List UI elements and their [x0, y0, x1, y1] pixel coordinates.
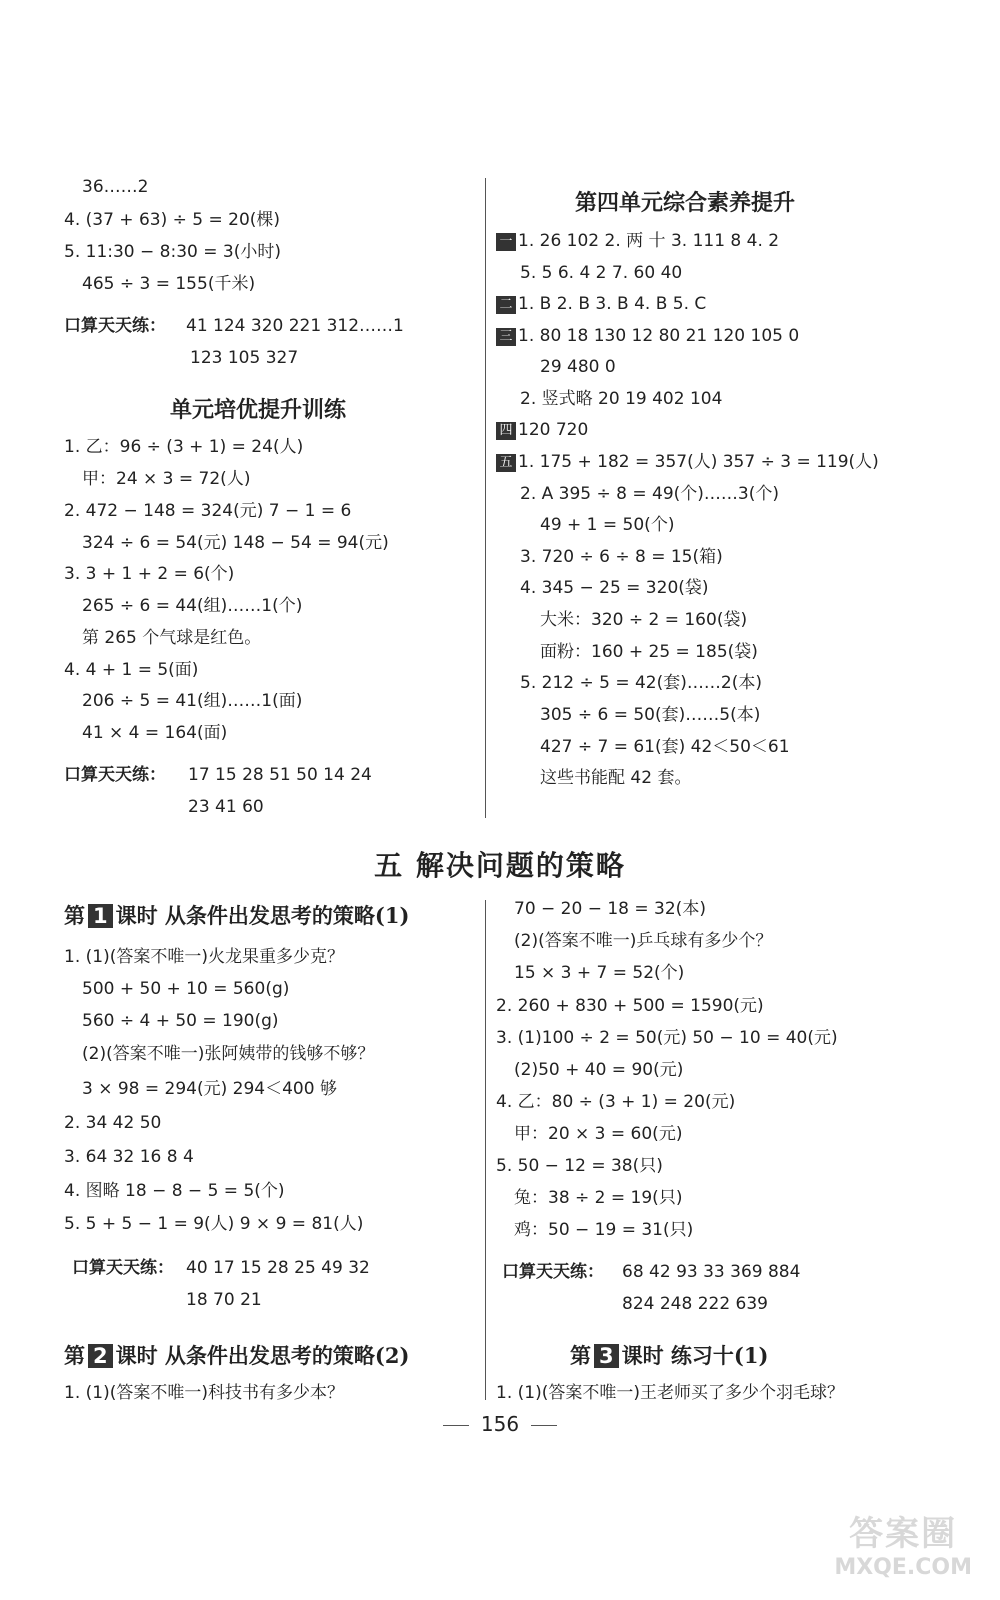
answer-line: 5. 11:30 − 8:30 = 3(小时) [64, 242, 281, 262]
roman-marker: 五 [496, 454, 516, 472]
kousuan-values: 824 248 222 639 [622, 1294, 769, 1314]
column-divider [485, 900, 486, 1400]
kousuan-values: 41 124 320 221 312……1 [186, 316, 404, 336]
kousuan-label: 口算天天练： [72, 1258, 174, 1278]
answer-line: 2. 34 42 50 [64, 1113, 162, 1133]
answer-line: 5. 50 − 12 = 38(只) [496, 1156, 663, 1176]
answer-line: 500 + 50 + 10 = 560(g) [82, 979, 290, 999]
answer-line: 3. 720 ÷ 6 ÷ 8 = 15(箱) [520, 547, 723, 567]
roman-marker: 四 [496, 422, 516, 440]
kousuan-label: 口算天天练： [64, 316, 166, 336]
kousuan-values: 123 105 327 [190, 348, 299, 368]
answer-line: 465 ÷ 3 = 155(千米) [82, 274, 256, 294]
answer-line: 鸡：50 − 19 = 31(只) [514, 1220, 694, 1240]
answer-line: 305 ÷ 6 = 50(套)……5(本) [540, 705, 761, 725]
answer-line: 大米：320 ÷ 2 = 160(袋) [540, 610, 748, 630]
answer-line: 41 × 4 = 164(面) [82, 723, 228, 743]
answer-line: 4. 4 + 1 = 5(面) [64, 660, 199, 680]
lesson-number-badge: 1 [88, 904, 113, 928]
answer-line: 2. 260 + 830 + 500 = 1590(元) [496, 996, 764, 1016]
footer-dash [531, 1425, 557, 1426]
section-heading: 第四单元综合素养提升 [575, 190, 796, 216]
kousuan-values: 40 17 15 28 25 49 32 [186, 1258, 370, 1278]
answer-line: 3. 64 32 16 8 4 [64, 1147, 194, 1167]
answer-line: (2)(答案不唯一)乒乓球有多少个？ [514, 931, 773, 951]
answer-line: 第 265 个气球是红色。 [82, 628, 262, 648]
kousuan-values: 17 15 28 51 50 14 24 [188, 765, 372, 785]
answer-line: 甲：20 × 3 = 60(元) [514, 1124, 683, 1144]
answer-line: 4. 图略 18 − 8 − 5 = 5(个) [64, 1181, 285, 1201]
lesson-heading: 第 3 课时 练习十(1) [570, 1343, 769, 1368]
answer-line: 206 ÷ 5 = 41(组)……1(面) [82, 691, 303, 711]
answer-line: 这些书能配 42 套。 [540, 768, 692, 788]
roman-marker: 一 [496, 233, 516, 251]
lesson-heading: 第 1 课时 从条件出发思考的策略(1) [64, 903, 410, 928]
answer-line: 1. 乙：96 ÷ (3 + 1) = 24(人) [64, 437, 304, 457]
answer-line: 70 − 20 − 18 = 32(本) [514, 899, 706, 919]
kousuan-values: 23 41 60 [188, 797, 264, 817]
answer-line: 2. 竖式略 20 19 402 104 [520, 389, 723, 409]
answer-line: 3 × 98 = 294(元) 294＜400 够 [82, 1079, 337, 1099]
answer-line: 三 1. 80 18 130 12 80 21 120 105 0 [496, 325, 799, 347]
answer-line: 3. 3 + 1 + 2 = 6(个) [64, 564, 235, 584]
answer-line: 29 480 0 [540, 357, 616, 377]
answer-line: 一 1. 26 102 2. 两 十 3. 111 8 4. 2 [496, 230, 779, 252]
roman-marker: 二 [496, 296, 516, 314]
answer-line: 4. 345 − 25 = 320(袋) [520, 578, 709, 598]
answer-line: 560 ÷ 4 + 50 = 190(g) [82, 1011, 279, 1031]
answer-line: 49 + 1 = 50(个) [540, 515, 675, 535]
answer-line: 3. (1)100 ÷ 2 = 50(元) 50 − 10 = 40(元) [496, 1028, 838, 1048]
answer-line: (2)50 + 40 = 90(元) [514, 1060, 684, 1080]
answer-line: 427 ÷ 7 = 61(套) 42＜50＜61 [540, 737, 790, 757]
page-number: 156 [480, 1412, 520, 1436]
roman-marker: 三 [496, 328, 516, 346]
answer-line: 15 × 3 + 7 = 52(个) [514, 963, 685, 983]
section-heading: 单元培优提升训练 [170, 397, 347, 423]
answer-line: 甲：24 × 3 = 72(人) [82, 469, 251, 489]
watermark-logo: 答案圈 MXQE.COM [834, 1514, 972, 1580]
lesson-heading: 第 2 课时 从条件出发思考的策略(2) [64, 1343, 410, 1368]
answer-line: 2. 472 − 148 = 324(元) 7 − 1 = 6 [64, 501, 352, 521]
answer-line: 5. 212 ÷ 5 = 42(套)……2(本) [520, 673, 762, 693]
kousuan-label: 口算天天练： [502, 1262, 604, 1282]
answer-line: 五 1. 175 + 182 = 357(人) 357 ÷ 3 = 119(人) [496, 451, 879, 473]
answer-line: 265 ÷ 6 = 44(组)……1(个) [82, 596, 303, 616]
answer-line: 面粉：160 + 25 = 185(袋) [540, 642, 758, 662]
chapter-title: 五 解决问题的策略 [374, 849, 626, 882]
answer-line: 4. (37 + 63) ÷ 5 = 20(棵) [64, 210, 281, 230]
answer-line: 324 ÷ 6 = 54(元) 148 − 54 = 94(元) [82, 533, 389, 553]
kousuan-values: 18 70 21 [186, 1290, 262, 1310]
answer-line: 4. 乙：80 ÷ (3 + 1) = 20(元) [496, 1092, 736, 1112]
answer-line: 2. A 395 ÷ 8 = 49(个)……3(个) [520, 484, 780, 504]
answer-line: 兔：38 ÷ 2 = 19(只) [514, 1188, 683, 1208]
answer-line: 1. (1)(答案不唯一)科技书有多少本？ [64, 1383, 344, 1403]
answer-line: 5. 5 + 5 − 1 = 9(人) 9 × 9 = 81(人) [64, 1214, 364, 1234]
answer-line: 5. 5 6. 4 2 7. 60 40 [520, 263, 683, 283]
answer-line: 二 1. B 2. B 3. B 4. B 5. C [496, 293, 706, 315]
answer-line: 1. (1)(答案不唯一)火龙果重多少克？ [64, 947, 344, 967]
lesson-number-badge: 2 [88, 1344, 113, 1368]
kousuan-values: 68 42 93 33 369 884 [622, 1262, 801, 1282]
answer-line: 36……2 [82, 177, 149, 197]
answer-line: 四 120 720 [496, 419, 588, 441]
column-divider [485, 178, 486, 818]
kousuan-label: 口算天天练： [64, 765, 166, 785]
lesson-number-badge: 3 [594, 1344, 619, 1368]
footer-dash [443, 1425, 469, 1426]
page-footer [0, 1412, 1000, 1436]
answer-line: 1. (1)(答案不唯一)王老师买了多少个羽毛球？ [496, 1383, 844, 1403]
answer-line: (2)(答案不唯一)张阿姨带的钱够不够？ [82, 1044, 375, 1064]
